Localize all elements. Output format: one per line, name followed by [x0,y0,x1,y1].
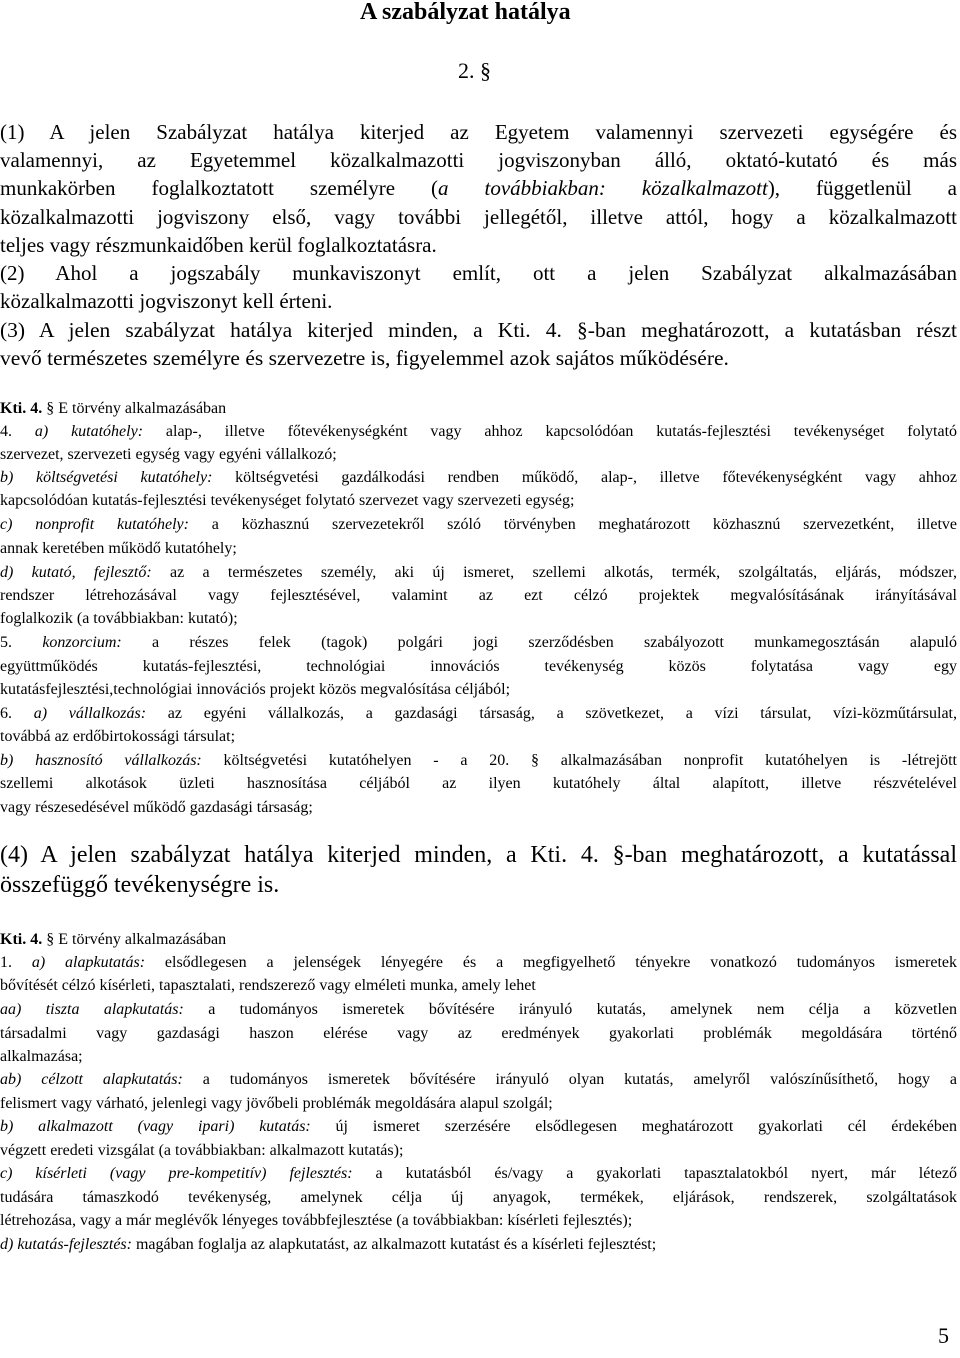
text-line: c) kísérleti (vagy pre-kompetitív) fejlesztés: a kutatásból és/vagy a gyakorlati tapasztalatokból nyert, már létező [0,1165,958,1182]
text-line: összefüggő tevékenységre is. [0,872,280,898]
text-line: 4. a) kutatóhely: alap-, illetve főtevékenységként vagy ahhoz kapcsolódóan kutatás-fejlesztési tevékenységet folytató [0,423,958,440]
text-line: (1) A jelen Szabályzat hatálya kiterjed az Egyetem valamennyi szervezeti egységére és [0,120,957,144]
page-title: A szabályzat hatálya [360,0,571,25]
text-line: munkakörben foglalkoztatott személyre (a továbbiakban: közalkalmazott), függetlenül a [0,176,958,200]
text-line: annak keretében működő kutatóhely; [0,540,237,557]
text-line: kutatásfejlesztési,technológiai innovációs projekt közös megvalósítása céljából; [0,681,511,698]
text-line: (3) A jelen szabályzat hatálya kiterjed minden, a Kti. 4. §-ban meghatározott, a kutatásban részt [0,318,957,342]
text-line: c) nonprofit kutatóhely: a közhasznú szervezetekről szóló törvényben meghatározott közhasznú szervezetként, illetve [0,516,957,533]
text-line: szervezet, szervezeti egység vagy egyéni vállalkozó; [0,446,337,463]
text-line: (4) A jelen szabályzat hatálya kiterjed minden, a Kti. 4. §-ban meghatározott, a kutatással [0,842,957,868]
text-line: 5. konzorcium: a részes felek (tagok) polgári jogi szerződésben szabályozott munkamegosztásán alapuló [0,634,957,651]
text-line: szellemi alkotások üzleti hasznosítása céljából az ilyen kutatóhely által alapított, illetve részvételével [0,775,957,792]
page-number: 5 [938,1323,949,1348]
text-line: aa) tiszta alapkutatás: a tudományos ismeretek bővítésére irányuló kutatás, amelynek nem célja a közvetlen [0,1001,958,1018]
text-line: ab) célzott alapkutatás: a tudományos ismeretek bővítésére irányuló olyan kutatás, amelyről valószínűsíthető, hogy a [0,1071,957,1088]
text-line: közalkalmazotti jogviszonyt kell érteni. [0,289,333,313]
text-line: vevő természetes személyre és szervezetre is, figyelemmel azok sajátos működésére. [0,346,729,370]
text-line: társadalmi vagy gazdasági haszon elérése vagy az eredmények gyakorlati problémák megoldására történő [0,1025,957,1042]
text-line: végzett eredeti vizsgálat (a továbbiakban: alkalmazott kutatás); [0,1142,404,1159]
text-line: közalkalmazotti jogviszony első, vagy további jellegétől, illetve attól, hogy a közalkalmazott [0,205,957,229]
text-line: továbbá az erdőbirtokossági társulat; [0,728,236,745]
text-line: b) alkalmazott (vagy ipari) kutatás: új ismeret szerzésére elsődlegesen meghatározott gyakorlati cél érdekében [0,1118,957,1135]
text-line: bővítését célzó kísérleti, tapasztalati, rendszerező vagy elméleti munka, amely lehet [0,977,536,994]
text-line: 1. a) alapkutatás: elsődlegesen a jelenségek lényegére és a megfigyelhető tényekre vonatkozó tudományos ismeretek [0,954,957,971]
text-line: foglalkozik (a továbbiakban: kutató); [0,610,238,627]
text-line: d) kutatás-fejlesztés: magában foglalja az alapkutatást, az alkalmazott kutatást és a kísérleti fejlesztést; [0,1236,657,1253]
text-line: kapcsolódóan kutatás-fejlesztési tevékenységet folytató szervezet vagy szervezeti egység; [0,492,575,509]
section-number: 2. § [458,58,491,83]
text-line: tudására támaszkodó tevékenység, amelynek célja új anyagok, termékek, eljárások, rendszerek, szolgáltatások [0,1189,957,1206]
text-line: 6. a) vállalkozás: az egyéni vállalkozás, a gazdasági társaság, a szövetkezet, a vízi társulat, vízi-közműtársulat, [0,705,958,722]
text-line: b) hasznosító vállalkozás: költségvetési kutatóhelyen - a 20. § alkalmazásában nonprofit kutatóhelyen is -létrejött [0,752,957,769]
text-line: valamennyi, az Egyetemmel közalkalmazotti jogviszonyban álló, oktató-kutató és más [0,148,957,172]
text-line: teljes vagy részmunkaidőben kerül foglalkoztatásra. [0,233,437,257]
kti-heading: Kti. 4. § E törvény alkalmazásában [0,400,227,417]
text-line: b) költségvetési kutatóhely: költségvetési gazdálkodási rendben működő, alap-, illetve főtevékenységként vagy ahhoz [0,469,957,486]
text-line: felismert vagy várható, jelenlegi vagy jövőbeli problémák megoldására alapul szolgál; [0,1095,553,1112]
text-line: rendszer létrehozásával vagy fejlesztésével, valamint az ezt célzó projektek megvalósításának irányításával [0,587,957,604]
text-line: d) kutató, fejlesztő: az a természetes személy, aki új ismeret, szellemi alkotás, termék, szolgáltatás, eljárás, módszer, [0,564,957,581]
text-line: létrehozása, vagy a már meglévők lényeges továbbfejlesztése (a továbbiakban: kísérleti fejlesztés); [0,1212,633,1229]
text-line: együttműködés kutatás-fejlesztési, technológiai innovációs tevékenység közös folytatása vagy egy [0,658,957,675]
text-line: alkalmazása; [0,1048,83,1065]
text-line: (2) Ahol a jogszabály munkaviszonyt említ, ott a jelen Szabályzat alkalmazásában [0,261,957,285]
text-line: vagy részesedésével működő gazdasági társaság; [0,799,313,816]
kti-heading: Kti. 4. § E törvény alkalmazásában [0,931,227,948]
